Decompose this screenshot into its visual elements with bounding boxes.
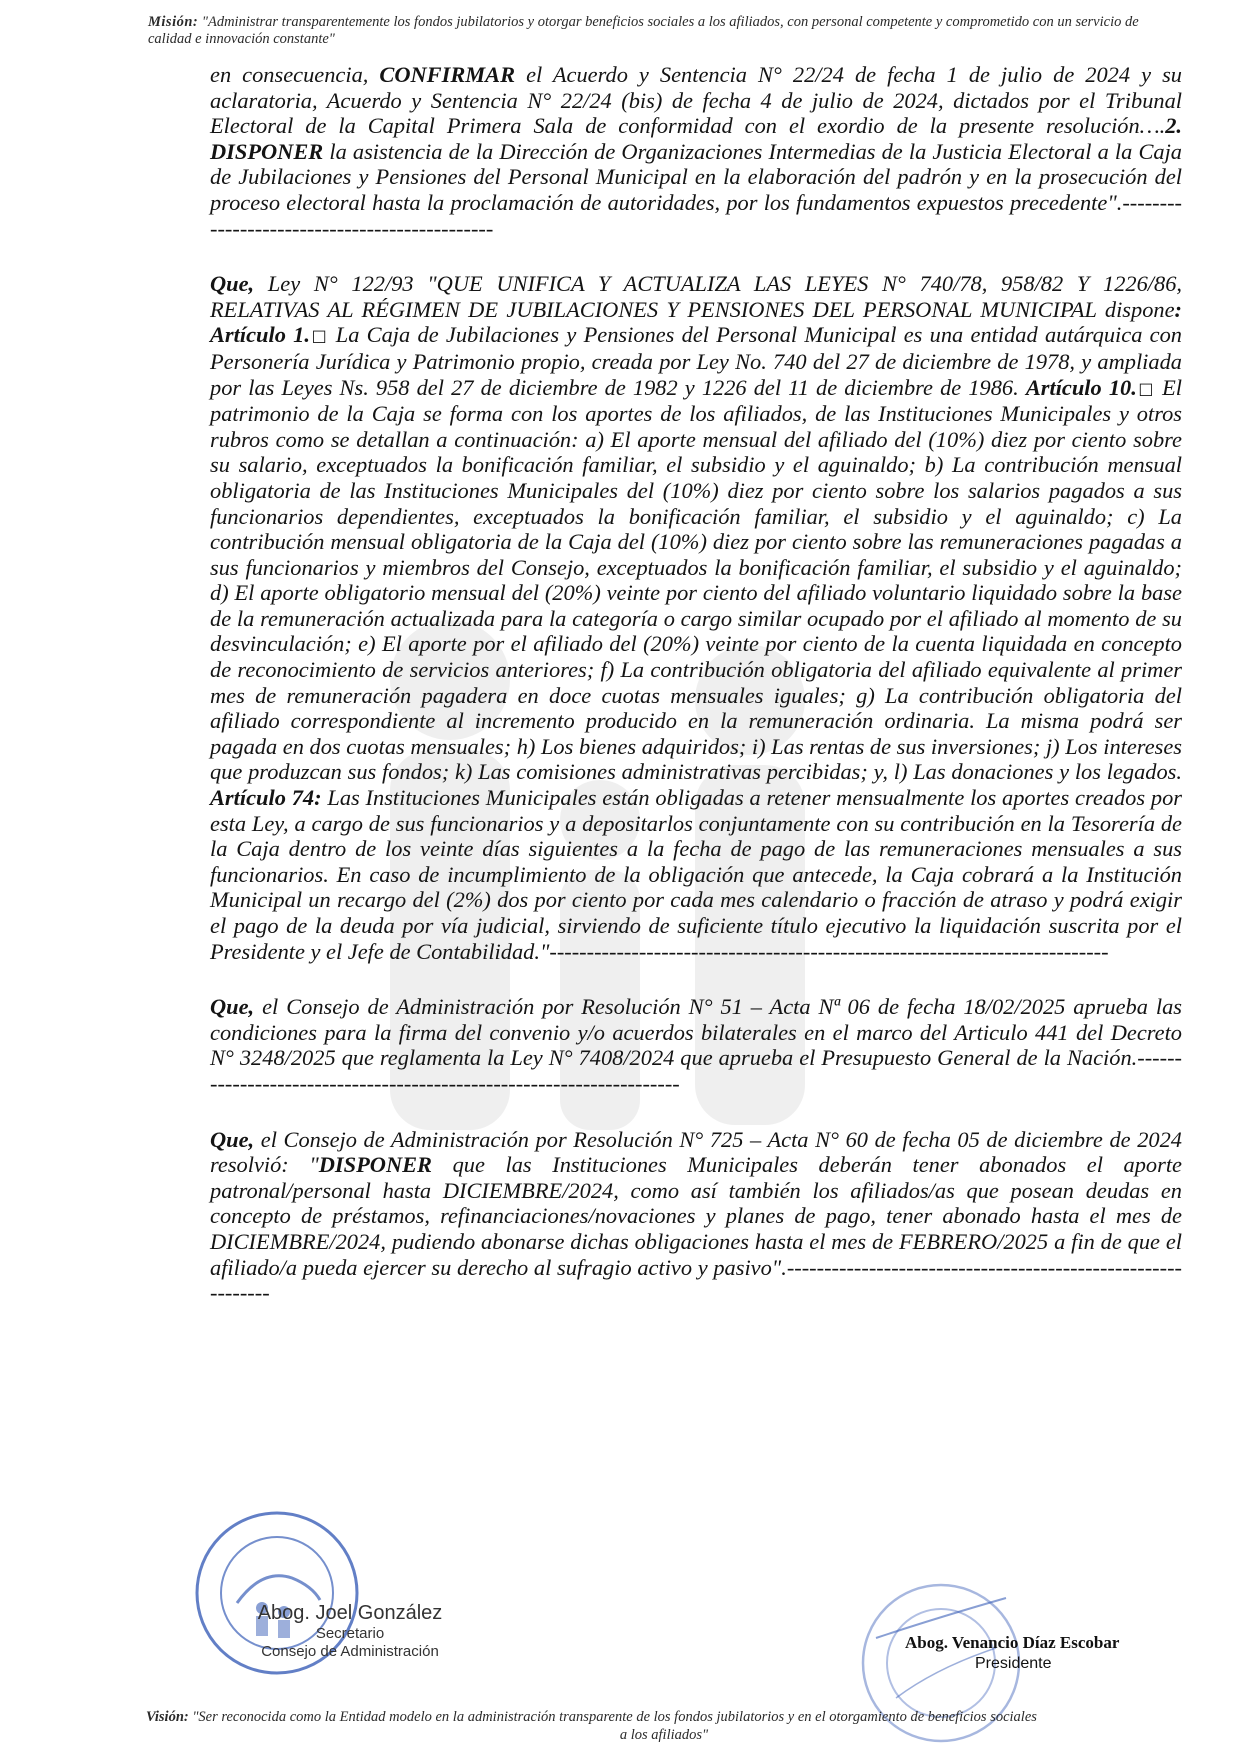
p2-box-glyph-2: □ — [1136, 378, 1155, 398]
p2-text-4: Las Instituciones Municipales están obligadas a retener mensualmente los aportes creados por esta Ley, a cargo de sus funcionarios y a depositarlos conjuntamente con su contribución en la Tesorería de la Caja dentro de los veinte días siguientes a la fecha de pago de las remuneraciones mensuales a sus funcionarios. En caso de incumplimiento de la obligación que antecede, la Caja cobrará a la Institución Municipal un recargo del (2%) dos por ciento por cada mes calendario o fracción de atraso y podrá exigir el pago de la deuda por vía judicial, sirviendo de suficiente título ejecutivo la liquidación suscrita por el Presidente y el Jefe de Contabilidad." — [210, 785, 1182, 964]
document-body — [210, 62, 1182, 1306]
p2-box-glyph-1: □ — [309, 326, 329, 346]
p2-bold-articulo-10: Artículo 10. — [1025, 374, 1137, 400]
signature-secretary — [230, 1602, 470, 1661]
secretary-name: Abog. Joel González — [257, 1602, 443, 1624]
p1-bold-confirmar: CONFIRMAR — [379, 62, 516, 87]
p4-que: Que, — [210, 1126, 255, 1152]
vision-footer — [146, 1708, 1182, 1744]
p2-bold-articulo-74: Artículo 74: — [210, 785, 322, 811]
p3-que: Que, — [210, 994, 255, 1020]
p2-bold-articulo-1: : Artículo 1. — [210, 296, 1182, 348]
vision-label: Visión: — [146, 1709, 189, 1725]
p1-text-2: el Acuerdo y Sentencia N° 22/24 de fecha 1 de julio de 2024 y su aclaratoria, Acuerdo y Sentencia N° 22/24 (bis) de fecha 4 de julio de 2024, dictados por el Tribunal Electoral de la Capital Primera Sala de conformidad con el exordio de la presente resolución…. — [210, 62, 1182, 139]
p1-dashes: ---------------------------------------------- — [210, 189, 1182, 241]
mission-text: "Administrar transparentemente los fondos jubilatorios y otorgar beneficios sociales a los afiliados, con personal competente y comprometido con un servicio de calidad e innovación constante" — [148, 14, 1139, 47]
secretary-role: Secretario — [315, 1625, 385, 1642]
p2-dashes: --------------------------------------------------------------------------- — [549, 938, 1109, 964]
vision-text-line-1: "Ser reconocida como la Entidad modelo en la administración transparente de los fondos jubilatorios y en el otorgamiento de beneficios sociales — [192, 1709, 1037, 1725]
paragraph-confirmar — [210, 62, 1182, 241]
p1-text-3: la asistencia de la Dirección de Organizaciones Intermedias de la Justicia Electoral a la Caja de Jubilaciones y Pensiones del Personal Municipal en la elaboración del padrón y en la prosecución del proceso electoral hasta la proclamación de autoridades, por los fundamentos expuestos precedente". — [210, 138, 1182, 215]
mission-header — [148, 14, 1168, 48]
p3-dashes: --------------------------------------------------------------------- — [210, 1045, 1182, 1096]
mission-label: Misión: — [148, 14, 199, 30]
p2-text-3: El patrimonio de la Caja se forma con los aportes de los afiliados, de las Instituciones Municipales y otros rubros como se detallan a continuación: a) El aporte mensual del afiliado del (10%) diez por ciento sobre su salario, exceptuados la bonificación familiar, el subsidio y el aguinaldo; b) La contribución mensual obligatoria de las Instituciones Municipales del (10%) diez por ciento sobre los salarios pagados a sus funcionarios dependientes, exceptuados la bonificación familiar, el subsidio y el aguinaldo; c) La contribución mensual obligatoria de la Caja del (10%) diez por ciento sobre las remuneraciones pagadas a sus funcionarios y miembros del Consejo, exceptuados la bonificación familiar, el subsidio y el aguinaldo; d) El aporte obligatorio mensual del (20%) veinte por ciento del afiliado voluntario liquidado sobre la base de la remuneración actualizada para la categoría o cargo similar ocupado por el afiliado al momento de su desvinculación; e) El aporte por el afiliado del (20%) veinte por ciento de la cuenta liquidada en concepto de reconocimiento de servicios anteriores; f) La contribución obligatoria del afiliado equivalente al primer mes de remuneración pagadera en doce cuotas mensuales iguales; g) La contribución obligatoria del afiliado correspondiente al incremento producido en la remuneración ordinaria. La misma podrá ser pagada en dos cuotas mensuales; h) Los bienes adquiridos; i) Las rentas de sus inversiones; j) Los intereses que produzcan sus fondos; k) Las comisiones administrativas percibidas; y, l) Las donaciones y los legados. — [210, 374, 1182, 785]
secretary-council: Consejo de Administración — [261, 1643, 439, 1660]
p4-text-2: que las Instituciones Municipales deberán tener abonados el aporte patronal/personal hasta DICIEMBRE/2024, como así también los afiliados/as que posean deudas en concepto de préstamos, refinanciaciones/novaciones y planes de pago, tener abonado hasta el mes de DICIEMBRE/2024, pudiendo abonarse dichas obligaciones hasta el mes de FEBRERO/2025 a fin de que el afiliado/a pueda ejercer su derecho al sufragio activo y pasivo". — [210, 1152, 1182, 1280]
p4-text-1: el Consejo de Administración por Resolución N° 725 – Acta N° 60 de fecha 05 de diciembre de 2024 resolvió: " — [210, 1126, 1182, 1178]
paragraph-resolucion-51 — [210, 994, 1182, 1096]
signature-president — [905, 1633, 1165, 1673]
p3-text-1: el Consejo de Administración por Resolución N° 51 – Acta Nª 06 de fecha 18/02/2025 aprueba las condiciones para la firma del convenio y/o acuerdos bilaterales en el marco del Articulo 441 del Decreto N° 3248/2025 que reglamenta la Ley N° 7408/2024 que aprueba el Presupuesto General de la Nación. — [210, 994, 1182, 1071]
president-name: Abog. Venancio Díaz Escobar — [905, 1633, 1120, 1652]
p2-text-2: La Caja de Jubilaciones y Pensiones del Personal Municipal es una entidad autárquica con Personería Jurídica y Patrimonio propio, creada por Ley No. 740 del 27 de diciembre de 1978, y ampliada por las Leyes Ns. 958 del 27 de diciembre de 1982 y 1226 del 11 de diciembre de 1986. — [210, 322, 1183, 400]
p4-bold-disponer: DISPONER — [318, 1152, 432, 1178]
p1-bold-disponer: 2. DISPONER — [210, 113, 1182, 164]
vision-text-line-2: a los afiliados" — [619, 1727, 709, 1743]
p4-dashes: ------------------------------------------------------------- — [210, 1254, 1182, 1306]
p2-text-1: Ley N° 122/93 "QUE UNIFICA Y ACTUALIZA LAS LEYES N° 740/78, 958/82 Y 1226/86, RELATIVAS AL RÉGIMEN DE JUBILACIONES Y PENSIONES DEL PERSONAL MUNICIPAL dispone — [210, 271, 1182, 322]
paragraph-resolucion-725 — [210, 1127, 1182, 1306]
president-role: Presidente — [975, 1655, 1052, 1672]
p1-text-1: en consecuencia, — [210, 62, 380, 87]
paragraph-ley-122-93 — [210, 271, 1182, 964]
p2-que: Que, — [210, 271, 255, 297]
